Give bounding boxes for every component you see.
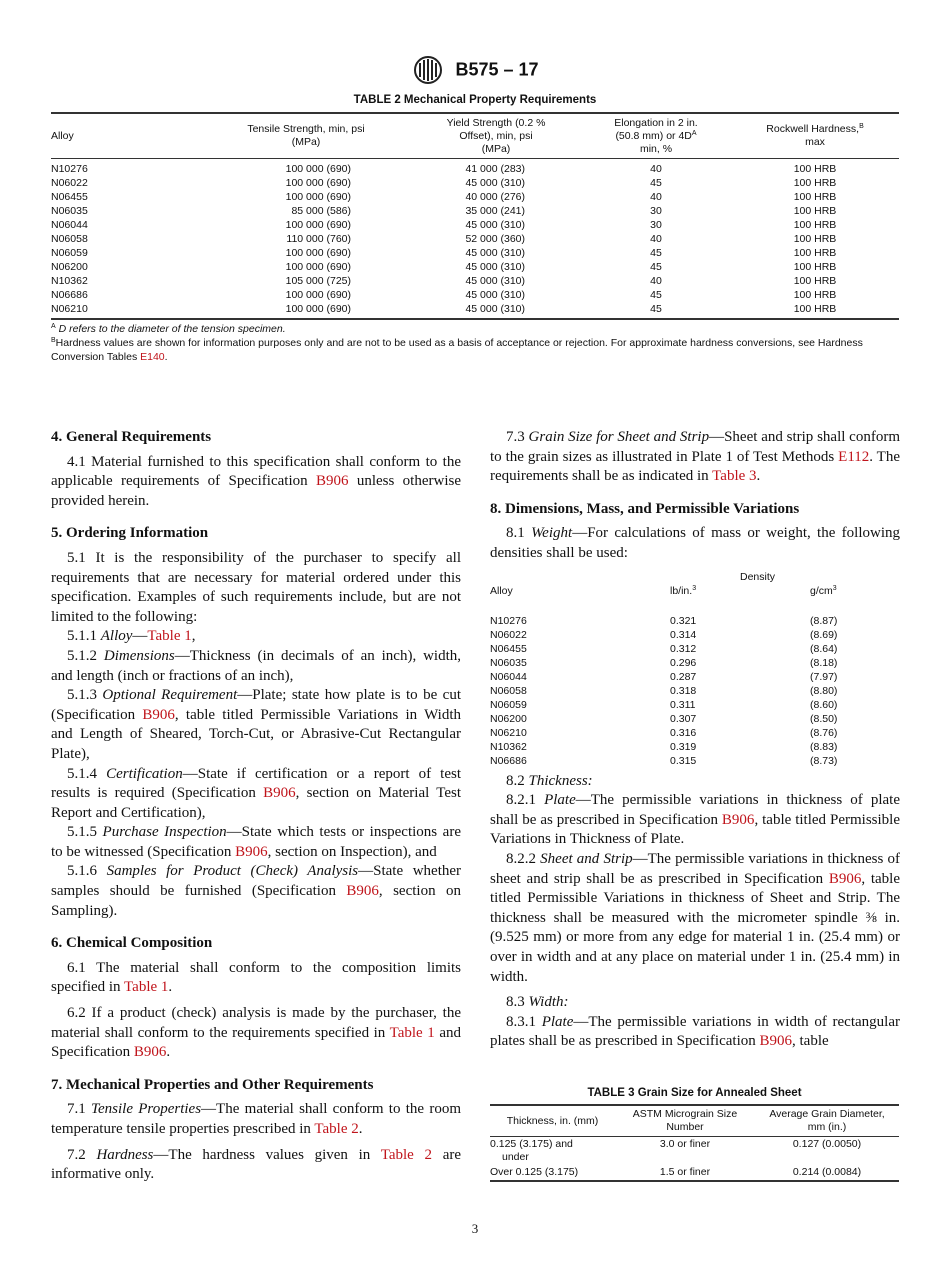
table-cell: 0.311 [670,698,696,711]
table-cell: 40 000 (276) [465,191,525,203]
table-cell: N06044 [51,219,88,231]
table-row [51,176,899,190]
table-cell: N06035 [51,205,88,217]
reference-link[interactable]: B906 [759,1033,793,1050]
table-row [51,204,899,218]
paragraph [51,959,461,998]
density-row [490,712,900,726]
text: Certification [106,765,183,782]
table-cell: 45 [650,261,662,273]
text: unless otherwise provided herein. [51,473,461,509]
table-cell: N10362 [490,740,527,753]
reference-link[interactable]: B906 [721,811,755,828]
text: , table [792,1033,829,1050]
table-cell: N06455 [51,191,88,203]
section-heading: 5. Ordering Information [51,525,209,542]
table-row [51,218,899,232]
paragraph [51,453,461,512]
density-row [490,754,900,768]
paragraph [490,772,900,792]
table-cell: N10276 [490,614,527,627]
table-cell: 100 HRB [793,191,837,203]
table-cell: 100 HRB [793,303,837,315]
table-cell: N06035 [490,656,527,669]
table-row [490,1165,899,1181]
text: —The material shall conform to the room temperature tensile properties prescribed in [51,1101,461,1137]
col-header-diameter: Average Grain Diameter, mm (in.) [755,1105,899,1137]
table-cell: 100 HRB [793,205,837,217]
table-cell: 45 000 (310) [465,289,525,301]
table-cell: 0.127 (0.0050) [792,1138,862,1150]
table-cell: N06058 [490,684,527,697]
reference-link[interactable]: Table 1 [389,1024,435,1041]
text: 8.3.1 [506,1013,542,1030]
table-cell: 100 HRB [793,261,837,273]
table-cell: 41 000 (283) [465,163,525,175]
text: 5.1 It is the responsibility of the purchaser to specify all requirements that are necessary for material ordered under this specification. Examples of such requirements include, but are not limited to the following: [51,549,461,625]
table-cell: (8.50) [810,712,838,725]
text: 8.2.1 [506,792,545,809]
density-row [490,628,900,642]
text: —State if certification or a report of test results is required (Specification [51,765,461,802]
table-cell: 40 [650,163,662,175]
text: Purchase Inspection [102,824,227,841]
text: 5.1.3 [67,687,103,704]
table-row [51,302,899,319]
table-row [51,260,899,274]
table-cell: 45 000 (310) [465,303,525,315]
text: are informative only. [51,1146,461,1183]
text: and Specification [51,1024,461,1061]
table-cell: Over 0.125 (3.175) [490,1166,579,1178]
table-cell: 100 000 (690) [285,163,351,175]
text: — [132,628,148,645]
text: 7.3 [506,429,529,445]
text: —Thickness (in decimals of an inch), width, and length (inch or fractions of an inch), [51,647,462,684]
text: Optional Requirement [102,687,238,704]
text: Thickness: [528,772,593,789]
table-cell: 45 000 (310) [465,177,525,189]
col-header-yield: Yield Strength (0.2 % Offset), min, psi (MPa) [411,113,581,159]
table-cell: (8.76) [810,726,838,739]
text: , section on Material Test Report and Certification), [51,785,461,821]
table-cell: 30 [650,219,662,231]
table-cell: N06022 [51,177,88,189]
reference-link[interactable]: B906 [346,883,379,900]
table-cell: (8.87) [810,614,838,627]
table-cell: 45 [650,289,662,301]
table-cell: N10276 [51,163,88,175]
paragraph [51,823,461,862]
density-table [490,570,900,768]
table-cell: 45 000 (310) [465,261,525,273]
text: 5.1.1 [67,628,101,645]
table-cell: 0.125 (3.175) and under [490,1138,573,1163]
col-header-thickness: Thickness, in. (mm) [490,1105,615,1137]
table-row [51,159,899,177]
table-cell: N06022 [490,628,527,641]
section-heading: 7. Mechanical Properties and Other Requirements [51,1076,374,1093]
table-cell: 40 [650,233,662,245]
text: , section on Inspection), and [267,843,437,860]
table-cell: 85 000 (586) [291,205,351,217]
mechanical-property-table [51,112,899,320]
text: —The permissible variations in thickness of plate shall be as prescribed in Specification [490,792,901,828]
table-cell: N06210 [51,303,88,315]
text: , table titled Permissible Variations in Thickness of Plate. [490,811,900,848]
density-row [490,684,900,698]
table-cell: (8.18) [810,656,838,669]
paragraph [490,791,900,850]
table-cell: 100 HRB [793,219,837,231]
density-header-lb: lb/in.$^3$ [670,584,697,597]
astm-logo-icon [411,55,445,85]
table-cell: 110 000 (760) [286,233,351,245]
text: Tensile Properties [91,1101,202,1118]
table-row [51,246,899,260]
table-cell: 0.296 [670,656,697,669]
table-cell: (8.69) [810,628,838,641]
paragraph [51,1146,461,1185]
text: Dimensions [103,647,175,664]
table-cell: 0.315 [670,754,697,767]
table-cell: 0.321 [670,614,697,627]
text: , table titled Permissible Variations in thickness of Sheet and Strip. The thickness shall be measured with the micrometer spindle ⅜ in. (9.525 mm) or more from any edge for material 1 in. (25.4 mm) or over in width and at any place on material under 1 in. (25.4 mm) in width. [490,870,900,985]
table-cell: 100 HRB [793,289,837,301]
col-header-hardness: Rockwell Hardness,$^B$ max [731,113,899,159]
paragraph [51,1004,461,1063]
text: Plate [544,792,576,809]
density-row [490,698,900,712]
col-header-elongation: Elongation in 2 in. (50.8 mm) or $4D^A$ min, % [581,113,731,159]
paragraph [51,686,461,764]
table-cell: 0.307 [670,712,697,725]
text: . [166,1044,171,1061]
table-cell: 45 000 (310) [465,275,525,287]
text: Sheet and Strip [540,850,633,867]
text: 8.2 [506,772,529,789]
text: , section on Sampling). [51,883,461,919]
text: Samples for Product (Check) Analysis [106,863,359,880]
table-cell: 0.319 [670,740,697,753]
reference-link[interactable]: B906 [315,473,349,490]
reference-link[interactable]: B906 [142,706,175,723]
reference-link[interactable]: Table 1 [124,979,169,996]
paragraph [490,1013,900,1052]
text: —Plate; state how plate is to be cut (Specification [51,687,461,723]
table-cell: N06210 [490,726,527,739]
text: . [756,468,761,485]
paragraph [51,1100,461,1139]
density-row [490,656,900,670]
paragraph [51,765,461,824]
table-cell: 30 [650,205,662,217]
table-cell: 0.316 [670,726,697,739]
density-row [490,614,900,628]
table-cell: 105 000 (725) [285,275,351,287]
col-header-micrograin: ASTM Micrograin Size Number [615,1105,755,1137]
section-heading: 6. Chemical Composition [51,935,213,952]
table-cell: 100 HRB [793,275,837,287]
table-cell: 0.318 [670,684,697,697]
table-cell: N06059 [490,698,527,711]
table-cell: 100 000 (690) [285,177,351,189]
table-row [51,190,899,204]
table2-caption: TABLE 2 Mechanical Property Requirements [353,94,597,106]
footnote-a: $^A$ D refers to the diameter of the tension specimen. [51,323,286,335]
text: 5.1.6 [67,863,107,880]
link-e140[interactable]: E140 [140,351,165,363]
table-row [51,274,899,288]
text: 7.1 [67,1101,92,1118]
text: . The requirements shall be as indicated in [490,448,900,485]
col-header-alloy: Alloy [51,113,201,159]
table-cell: 100 HRB [793,177,837,189]
density-row [490,726,900,740]
text: 6.1 The material shall conform to the composition limits specified in [51,959,461,996]
paragraph [51,647,461,686]
text: 4.1 Material furnished to this specification shall conform to the applicable requirements of Specification [51,453,461,490]
reference-link[interactable]: B906 [263,785,296,802]
table-cell: 100 000 (690) [285,303,351,315]
text: , [191,628,196,645]
table-cell: 100 000 (690) [285,289,351,301]
table-cell: N06058 [51,233,88,245]
table-cell: (8.73) [810,754,838,767]
table-cell: 40 [650,191,662,203]
reference-link[interactable]: B906 [235,843,268,860]
table3-caption: TABLE 3 Grain Size for Annealed Sheet [587,1087,802,1099]
text: 5.1.4 [67,765,107,782]
table-cell: 1.5 or finer [659,1166,711,1178]
table-cell: (8.60) [810,698,838,711]
text: Hardness [96,1146,154,1163]
section-heading: 8. Dimensions, Mass, and Permissible Variations [490,500,800,517]
table-cell: 45 [650,177,662,189]
text: Width: [528,994,569,1011]
document-designation: B575 – 17 [455,59,539,80]
grain-size-table [490,1104,899,1182]
table-cell: 45 000 (310) [465,247,525,259]
table-cell: N06059 [51,247,88,259]
table-cell: 0.312 [670,642,697,655]
table-row [51,232,899,246]
table-cell: 100 000 (690) [285,261,351,273]
table-cell: 100 000 (690) [285,247,351,259]
table-cell: N06686 [51,289,88,301]
reference-link[interactable]: B906 [828,870,862,887]
page-header [0,55,950,85]
density-header-alloy: Alloy [490,584,513,597]
text: 7.2 [67,1146,97,1163]
table-cell: (8.64) [810,642,838,655]
table-cell: 40 [650,275,662,287]
text: Alloy [100,628,133,645]
table-cell: (8.83) [810,740,838,753]
table-cell: 52 000 (360) [465,233,525,245]
page-number: 3 [471,1221,479,1236]
text: 6.2 If a product (check) analysis is made by the purchaser, the material shall conform to the requirements specified in [51,1005,461,1041]
table-cell: N06200 [490,712,527,725]
text: —State which tests or inspections are to be witnessed (Specification [51,824,461,860]
table-cell: 0.314 [670,628,697,641]
table-cell: 0.214 (0.0084) [792,1166,862,1178]
text: —For calculations of mass or weight, the following densities shall be used: [490,525,901,561]
text: . [358,1121,363,1137]
paragraph [51,862,461,921]
table-cell: 0.287 [670,670,697,683]
table-cell: N10362 [51,275,88,287]
text: 5.1.2 [67,647,104,664]
table-cell: 100 HRB [793,233,837,245]
table-cell: 45 000 (310) [465,219,525,231]
footnote-b: $^B$Hardness values are shown for information purposes only and are not to be used as a basis of acceptance or rejection. For approximate hardness conversions, see Hardness Conversion Tables E140. [51,337,863,363]
reference-link[interactable]: Table 1 [147,628,192,645]
table-cell: N06044 [490,670,527,683]
table-cell: 100 HRB [793,247,837,259]
paragraph [490,524,900,563]
paragraph [490,428,900,487]
table-cell: 100 000 (690) [285,219,351,231]
table-row [51,288,899,302]
section-heading: 4. General Requirements [51,429,212,445]
text: —The permissible variations in thickness of sheet and strip shall be as prescribed in Specification [490,850,901,887]
text: 8.2.2 [506,850,541,867]
table-cell: 3.0 or finer [659,1138,711,1150]
text: —The permissible variations in width of rectangular plates shall be as prescribed in Specification [490,1013,900,1050]
text: Grain Size for Sheet and Strip [528,429,710,445]
table-cell: 45 [650,247,662,259]
table-cell: 100 000 (690) [285,191,351,203]
text: 5.1.5 [67,824,103,841]
paragraph [490,993,900,1013]
reference-link[interactable]: E112 [838,448,870,465]
table-cell: 35 000 (241) [465,205,525,217]
density-row [490,740,900,754]
table-cell: (8.80) [810,684,838,697]
paragraph [51,549,461,627]
density-group-header: Density [740,570,776,583]
reference-link[interactable]: Table 2 [380,1146,432,1163]
table-row [490,1137,899,1166]
text: . [168,979,173,996]
reference-link[interactable]: Table 2 [314,1121,359,1137]
table-cell: N06686 [490,754,527,767]
table-cell: (7.97) [810,670,838,683]
table-cell: N06200 [51,261,88,273]
left-column [51,428,461,1185]
text: Weight [531,525,573,542]
reference-link[interactable]: B906 [133,1044,167,1061]
text: —The hardness values given in [153,1146,381,1163]
col-header-tensile: Tensile Strength, min, psi (MPa) [201,113,411,159]
density-header-g: $g/cm^3$ [810,584,837,597]
text: , table titled Permissible Variations in Width and Length of Sheared, Torch-Cut, or Abrasive-Cut Rectangular Plate), [51,706,461,762]
text: —Sheet and strip shall conform to the grain sizes as illustrated in Plate 1 of Test Methods [490,429,901,465]
density-row [490,670,900,684]
text: —State whether samples should be furnished (Specification [51,863,462,900]
table-cell: 45 [650,303,662,315]
table-cell: N06455 [490,642,527,655]
text: 8.3 [506,994,529,1011]
right-column [490,428,900,1052]
density-row [490,642,900,656]
reference-link[interactable]: Table 3 [712,468,757,485]
paragraph [51,627,461,647]
paragraph [490,850,900,987]
table-cell: 100 HRB [793,163,837,175]
text: 8.1 [506,525,532,542]
text: Plate [541,1013,574,1030]
